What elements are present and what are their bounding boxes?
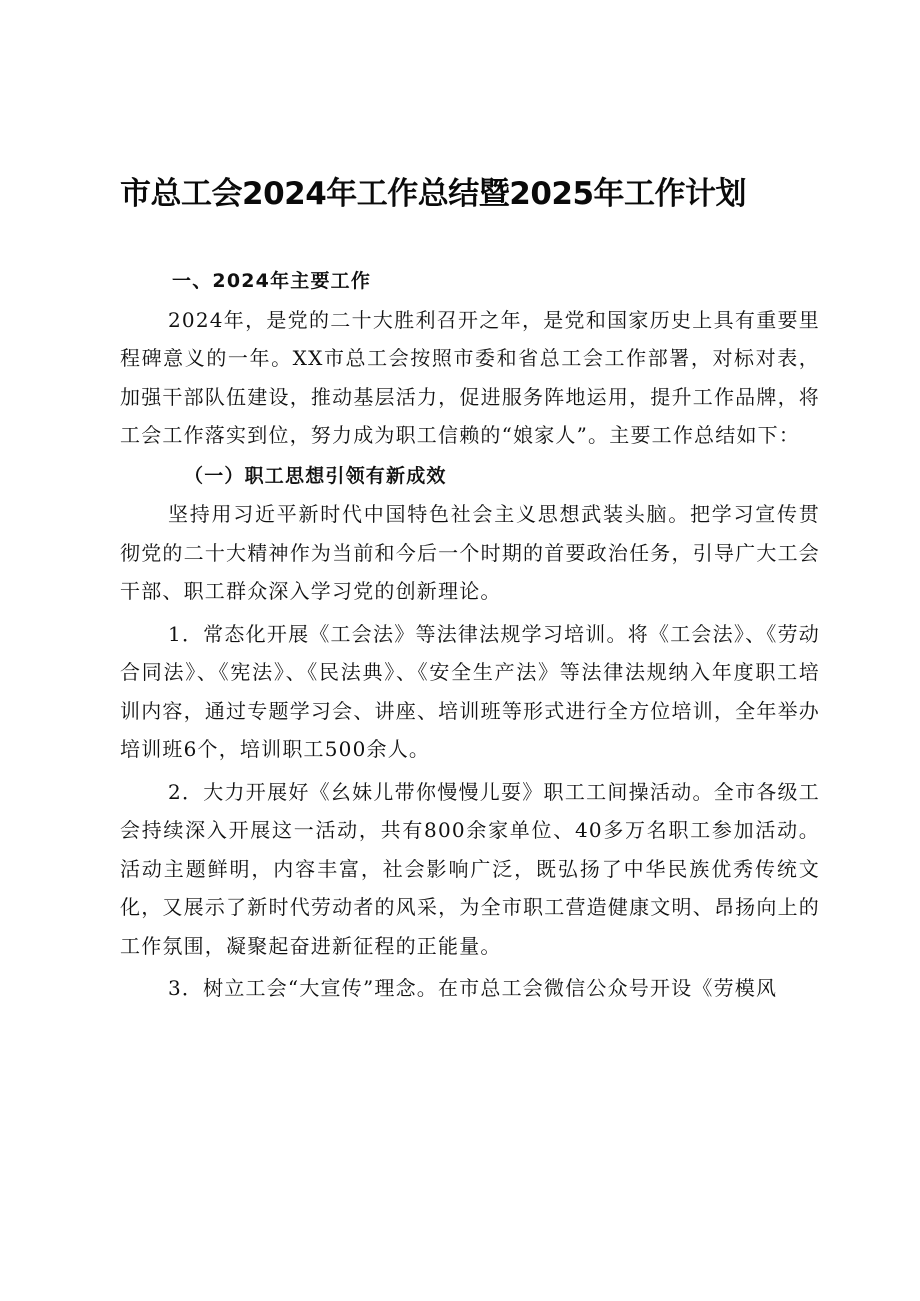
section-heading: 一、2024年主要工作 <box>172 270 372 292</box>
document-title: 市总工会2024年工作总结暨2025年工作计划 <box>120 176 747 212</box>
list-item-1: 1．常态化开展《工会法》等法律法规学习培训。将《工会法》、《劳动合同法》、《宪法》、《民法典》、《安全生产法》等法律法规纳入年度职工培训内容，通过专题学习会、讲座、培训班等形式进行全方位培训，全年举办培训班6个，培训职工500余人。 <box>120 621 820 761</box>
list-item-2: 2．大力开展好《幺妹儿带你慢慢儿耍》职工工间操活动。全市各级工会持续深入开展这一活动，共有800余家单位、40多万名职工参加活动。活动主题鲜明，内容丰富，社会影响广泛，既弘扬了中华民族优秀传统文化，又展示了新时代劳动者的风采，为全市职工营造健康文明、昂扬向上的工作氛围，凝聚起奋进新征程的正能量。 <box>120 779 820 958</box>
document-body <box>120 262 820 1008</box>
intro-paragraph: 2024年，是党的二十大胜利召开之年，是党和国家历史上具有重要里程碑意义的一年。XX市总工会按照市委和省总工会工作部署，对标对表，加强干部队伍建设，推动基层活力，促进服务阵地运用，提升工作品牌，将工会工作落实到位，努力成为职工信赖的“娘家人”。主要工作总结如下： <box>120 307 820 447</box>
subsection-paragraph: 坚持用习近平新时代中国特色社会主义思想武装头脑。把学习宣传贯彻党的二十大精神作为当前和今后一个时期的首要政治任务，引导广大工会干部、职工群众深入学习党的创新理论。 <box>120 502 820 603</box>
subsection-heading: （一）职工思想引领有新成效 <box>184 464 447 487</box>
list-item-3: 3．树立工会“大宣传”理念。在市总工会微信公众号开设《劳模风 <box>168 976 778 1000</box>
